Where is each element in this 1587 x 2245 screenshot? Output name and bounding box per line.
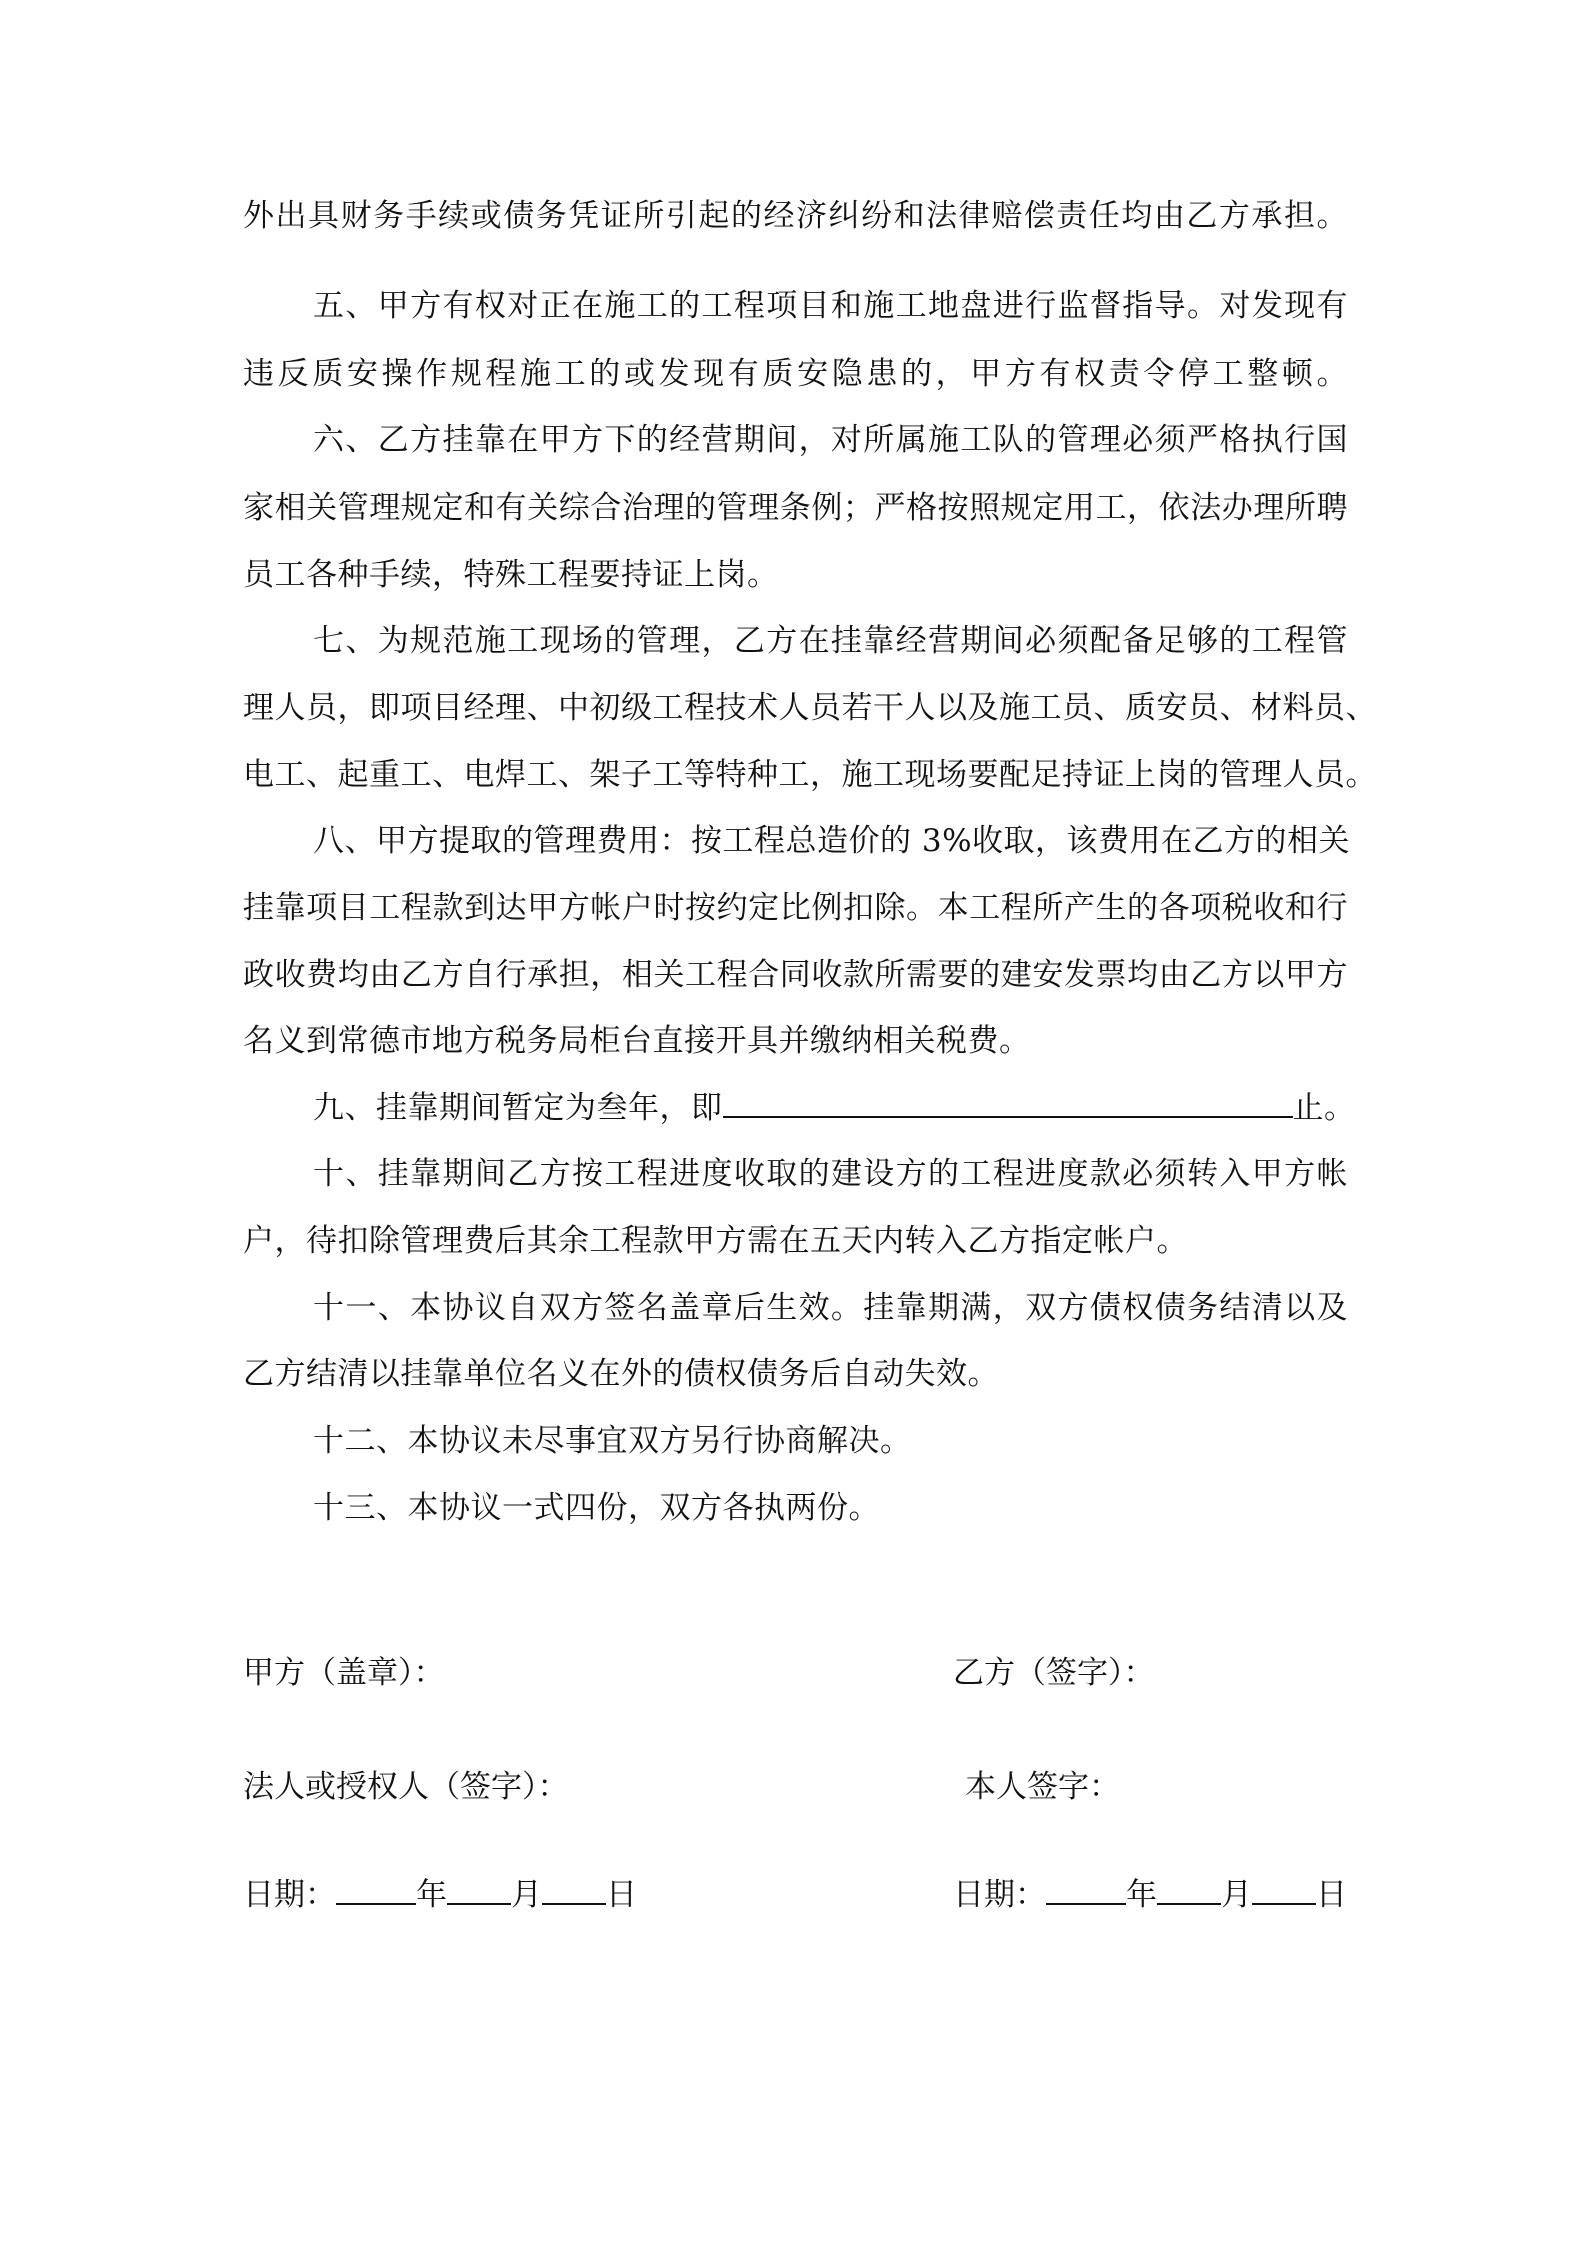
term-blank[interactable] (723, 1088, 1293, 1118)
month-label: 月 (511, 1877, 542, 1913)
paragraph-line: 家相关管理规定和有关综合治理的管理条例；严格按照规定用工，依法办理所聘 (243, 490, 1348, 526)
paragraph-line: 电工、起重工、电焊工、架子工等特种工，施工现场要配足持证上岗的管理人员。 (243, 757, 1377, 793)
day-label: 日 (1316, 1877, 1347, 1913)
month-blank[interactable] (1157, 1877, 1221, 1905)
year-label: 年 (416, 1877, 447, 1913)
clause-10: 十、挂靠期间乙方按工程进度收取的建设方的工程进度款必须转入甲方帐 (313, 1156, 1348, 1192)
paragraph-line: 员工各种手续，特殊工程要持证上岗。 (243, 557, 779, 593)
paragraph-line: 乙方结清以挂靠单位名义在外的债权债务后自动失效。 (243, 1356, 999, 1392)
paragraph-line: 外出具财务手续或债务凭证所引起的经济纠纷和法律赔偿责任均由乙方承担。 (243, 198, 1348, 234)
party-a-label: 甲方（盖章）： (243, 1655, 445, 1691)
date-label: 日期： (953, 1877, 1046, 1913)
clause-9-text: 九、挂靠期间暂定为叁年，即 (313, 1090, 723, 1126)
day-blank[interactable] (1252, 1877, 1316, 1905)
paragraph-line: 违反质安操作规程施工的或发现有质安隐患的，甲方有权责令停工整顿。 (243, 356, 1348, 392)
clause-5: 五、甲方有权对正在施工的工程项目和施工地盘进行监督指导。对发现有 (313, 288, 1348, 324)
clause-12: 十二、本协议未尽事宜双方另行协商解决。 (313, 1423, 912, 1459)
year-blank[interactable] (1046, 1877, 1126, 1905)
paragraph-line: 政收费均由乙方自行承担，相关工程合同收款所需要的建安发票均由乙方以甲方 (243, 957, 1348, 993)
month-label: 月 (1221, 1877, 1252, 1913)
date-label: 日期： (243, 1877, 336, 1913)
clause-7: 七、为规范施工现场的管理，乙方在挂靠经营期间必须配备足够的工程管 (313, 623, 1348, 659)
date-field-a (243, 1875, 637, 1915)
party-b-label: 乙方（签字）： (953, 1655, 1155, 1691)
paragraph-line: 理人员，即项目经理、中初级工程技术人员若干人以及施工员、质安员、材料员、 (243, 690, 1377, 726)
year-label: 年 (1126, 1877, 1157, 1913)
self-sign-label: 本人签字： (965, 1769, 1120, 1805)
month-blank[interactable] (447, 1877, 511, 1905)
date-field-b (953, 1875, 1347, 1915)
clause-9-end: 止。 (1292, 1090, 1356, 1126)
clause-11: 十一、本协议自双方签名盖章后生效。挂靠期满，双方债权债务结清以及 (313, 1290, 1348, 1326)
day-label: 日 (606, 1877, 637, 1913)
paragraph-line: 户，待扣除管理费后其余工程款甲方需在五天内转入乙方指定帐户。 (243, 1223, 1188, 1259)
year-blank[interactable] (336, 1877, 416, 1905)
clause-8: 八、甲方提取的管理费用：按工程总造价的 3%收取，该费用在乙方的相关 (313, 823, 1351, 859)
legal-rep-label: 法人或授权人（签字）： (243, 1769, 569, 1805)
clause-13: 十三、本协议一式四份，双方各执两份。 (313, 1490, 880, 1526)
paragraph-line: 挂靠项目工程款到达甲方帐户时按约定比例扣除。本工程所产生的各项税收和行 (243, 890, 1348, 926)
day-blank[interactable] (542, 1877, 606, 1905)
paragraph-line: 名义到常德市地方税务局柜台直接开具并缴纳相关税费。 (243, 1023, 1031, 1059)
clause-9 (313, 1088, 1356, 1128)
clause-6: 六、乙方挂靠在甲方下的经营期间，对所属施工队的管理必须严格执行国 (313, 422, 1348, 458)
